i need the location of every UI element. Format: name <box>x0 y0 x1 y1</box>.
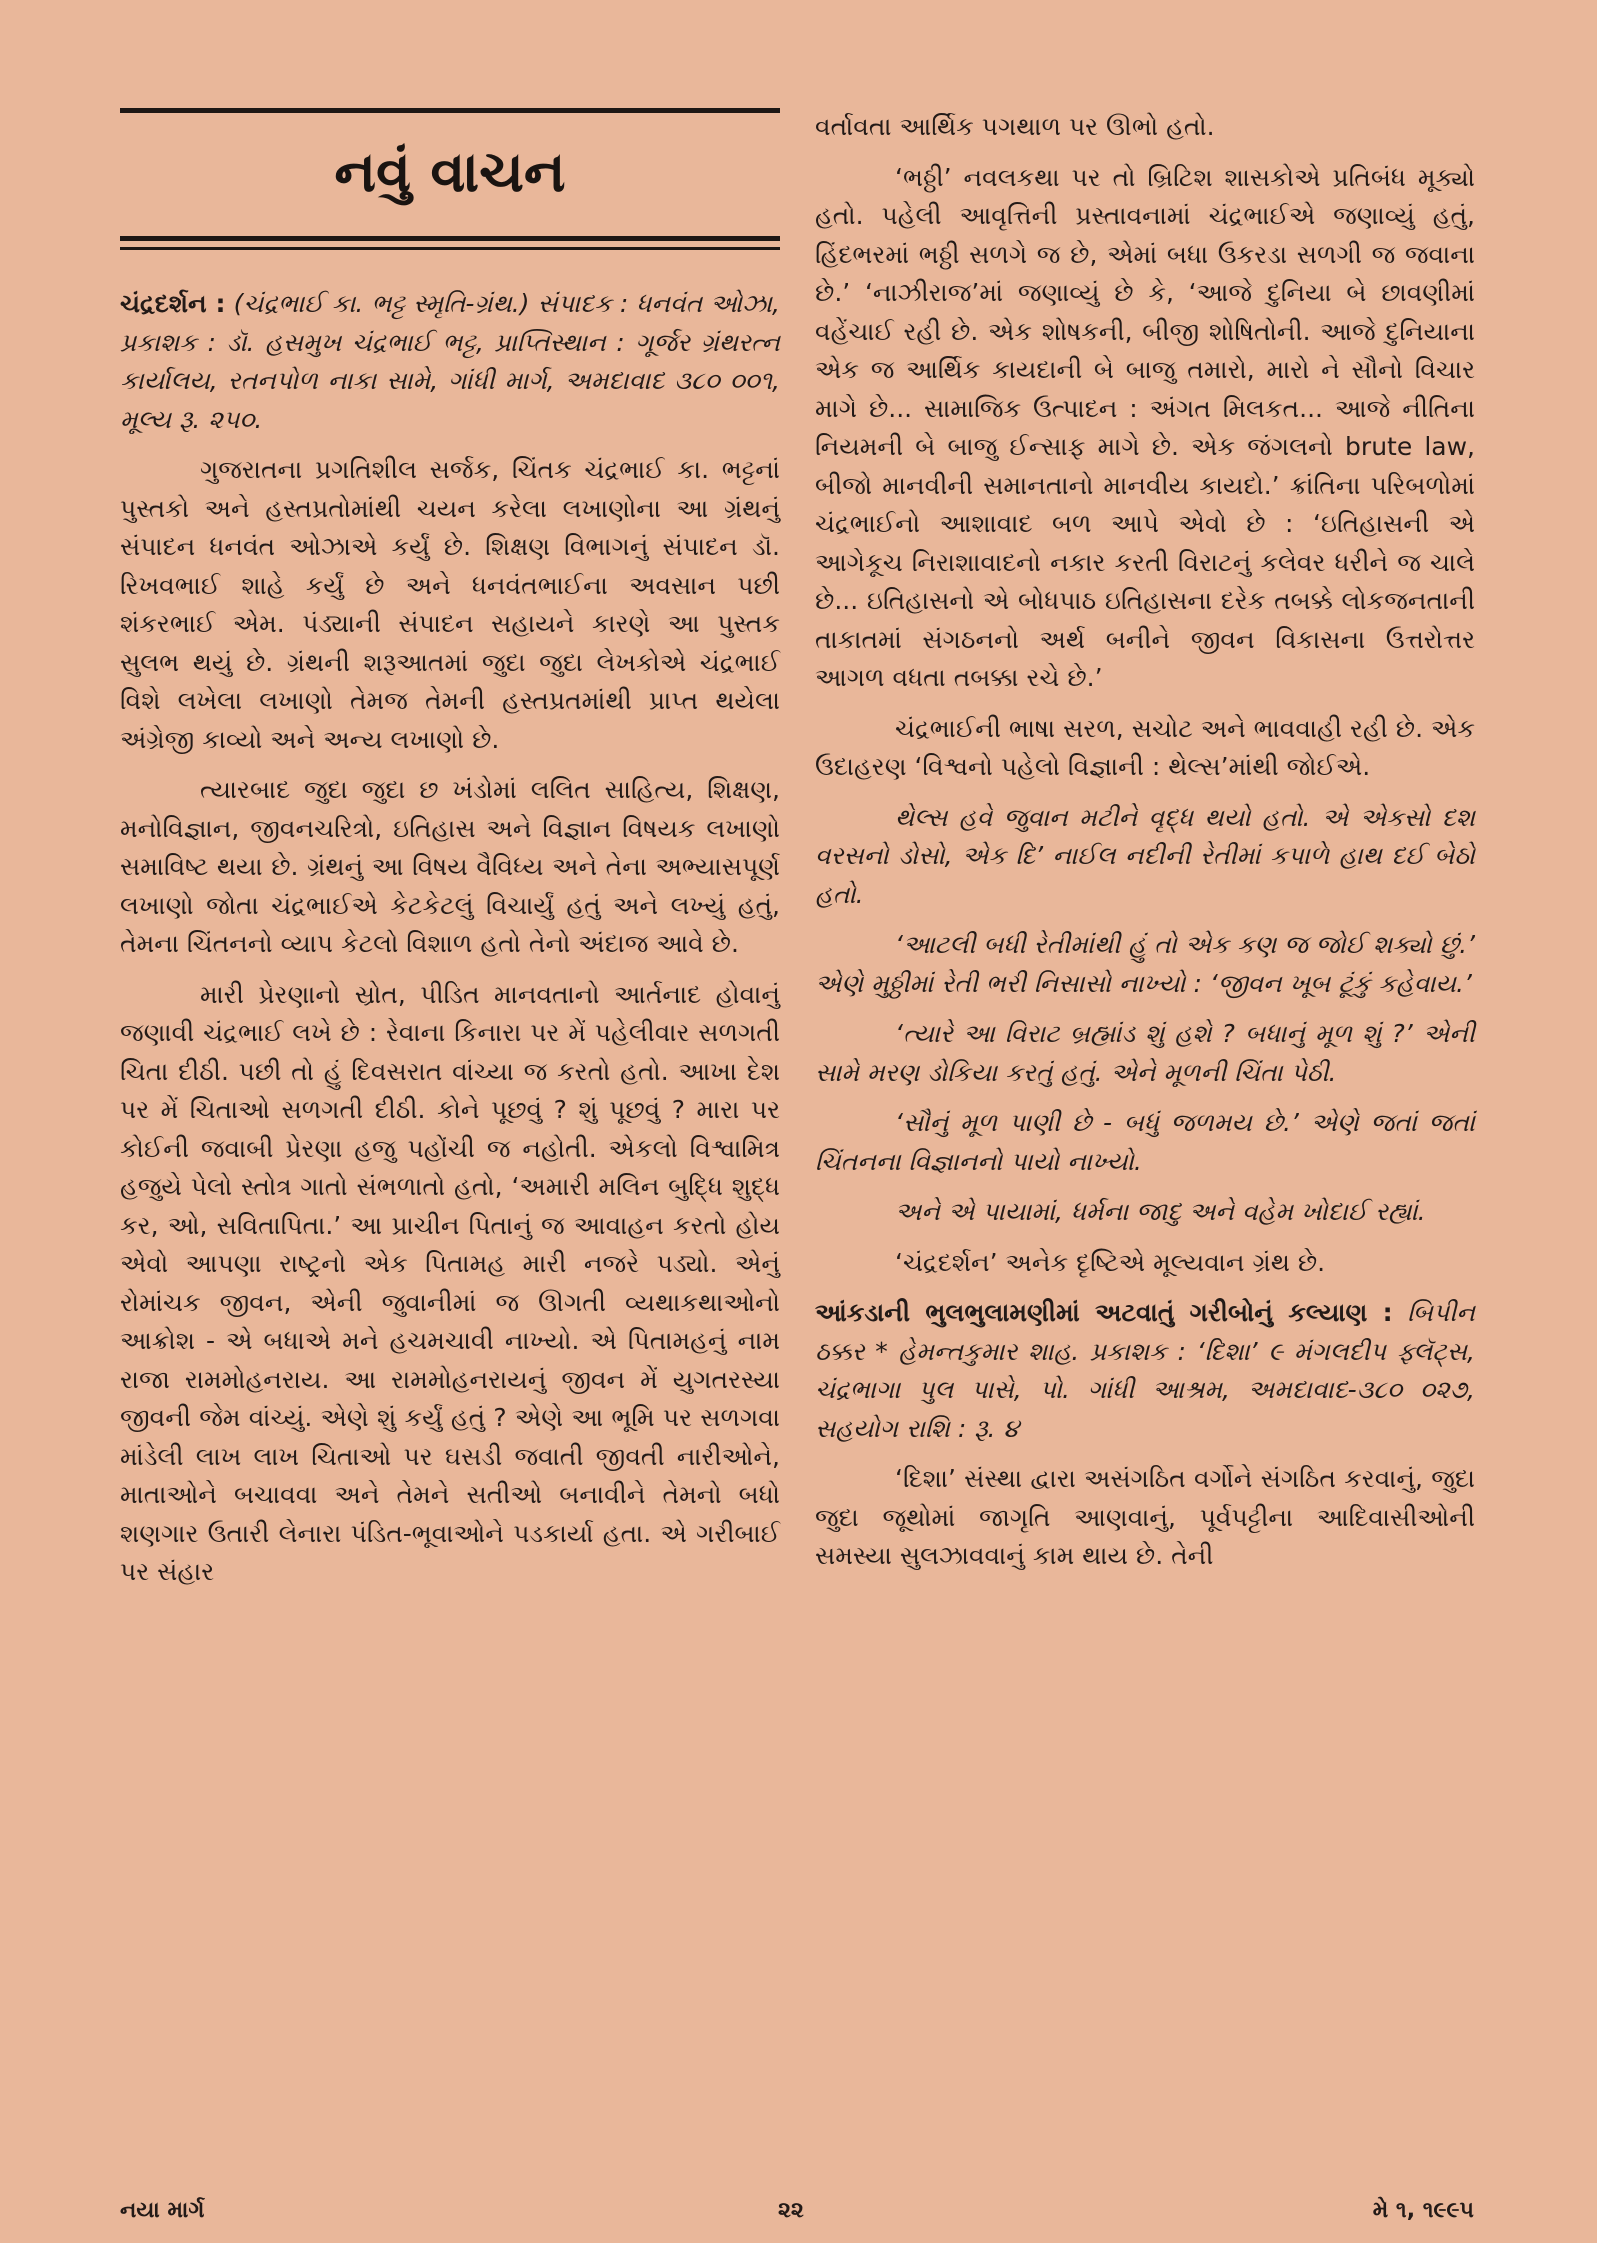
quoted-excerpt: અને એ પાયામાં, ધર્મના જાદુ અને વહેમ ખોદાઈ રહ્યાં. <box>895 1197 1426 1226</box>
section-title: નવું વાચન <box>334 140 566 205</box>
title-rule-upper <box>120 236 780 241</box>
right-column <box>815 108 1475 1588</box>
review-paragraph: ‘દિશા’ સંસ્થા દ્વારા અસંગઠિત વર્ગોને સંગઠિત કરવાનું, જુદા જુદા જૂથોમાં જાગૃતિ આણવાનું, પૂર્વપટ્ટીના આદિવાસીઓની સમસ્યા સુલઝાવવાનું કામ થાય છે. તેની <box>815 1464 1475 1570</box>
book-info-disha <box>815 1294 1475 1448</box>
review-paragraph: ‘ચંદ્રદર્શન’ અનેક દૃષ્ટિએ મૂલ્યવાન ગ્રંથ છે. <box>895 1247 1326 1277</box>
continued-paragraph: વર્તાવતા આર્થિક પગથાળ પર ઊભો હતો. <box>815 112 1215 141</box>
quoted-excerpt: ‘સૌનું મૂળ પાણી છે - બધું જળમય છે.’ એણે જતાં જતાં ચિંતનના વિજ્ઞાનનો પાયો નાખ્યો. <box>815 1108 1475 1176</box>
footer-date: મે ૧, ૧૯૯૫ <box>1372 2198 1474 2223</box>
book-details: (ચંદ્રભાઈ કા. ભટ્ટ સ્મૃતિ-ગ્રંથ.) સંપાદક : ધનવંત ઓઝા, પ્રકાશક : ડૉ. હસમુખ ચંદ્રભાઈ ભટ્ટ, પ્રાપ્તિસ્થાન : ગૂર્જર ગ્રંથરત્ન કાર્યાલય, રતનપોળ નાકા સામે, ગાંધી માર્ગ, અમદાવાદ ૩૮૦ ૦૦૧, મૂલ્ય રૂ. ૨૫૦. <box>120 289 780 434</box>
book-info-chandradarshan <box>120 285 780 439</box>
title-rule-lower <box>120 247 780 250</box>
review-paragraph: ત્યારબાદ જુદા જુદા છ ખંડોમાં લલિત સાહિત્ય, શિક્ષણ, મનોવિજ્ઞાન, જીવનચરિત્રો, ઇતિહાસ અને વિજ્ઞાન વિષયક લખાણો સમાવિષ્ટ થયા છે. ગ્રંથનું આ વિષય વૈવિધ્ય અને તેના અભ્યાસપૂર્ણ લખાણો જોતા ચંદ્રભાઈએ કેટકેટલું વિચાર્યું હતું અને લખ્યું હતું, તેમના ચિંતનનો વ્યાપ કેટલો વિશાળ હતો તેનો અંદાજ આવે છે. <box>120 775 780 958</box>
book-title: આંકડાની ભુલભુલામણીમાં અટવાતું ગરીબોનું કલ્યાણ : <box>815 1298 1393 1327</box>
left-body <box>120 285 780 1604</box>
book-details: બિપીન ઠક્કર * હેમન્તકુમાર શાહ. પ્રકાશક : ‘દિશા’ ૯ મંગલદીપ ફ્લૅટ્સ, ચંદ્રભાગા પુલ પાસે, પો. ગાંધી આશ્રમ, અમદાવાદ-૩૮૦ ૦૨૭, સહયોગ રાશિ : રૂ. ૪ <box>815 1298 1476 1443</box>
review-paragraph: ‘ભઠ્ઠી’ નવલકથા પર તો બ્રિટિશ શાસકોએ પ્રતિબંધ મૂક્યો હતો. પહેલી આવૃત્તિની પ્રસ્તાવનામાં ચંદ્રભાઈએ જણાવ્યું હતું, હિંદભરમાં ભઠ્ઠી સળગે જ છે, એમાં બધા ઉકરડા સળગી જ જવાના છે.’ ‘નાઝીરાજ’માં જણાવ્યું છે કે, ‘આજે દુનિયા બે છાવણીમાં વહેંચાઈ રહી છે. એક શોષકની, બીજી શોષિતોની. આજે દુનિયાના એક જ આર્થિક કાયદાની બે બાજુ તમારો, મારો ને સૌનો વિચાર માગે છે... સામાજિક ઉત્પાદન : અંગત મિલકત... આજે નીતિના નિયમની બે બાજુ ઈન્સાફ માગે છે. એક જંગલનો brute law, બીજો માનવીની સમાનતાનો માનવીય કાયદો.’ ક્રાંતિના પરિબળોમાં ચંદ્રભાઈનો આશાવાદ બળ આપે એવો છે : ‘ઇતિહાસની એ આગેકૂચ નિરાશાવાદનો નકાર કરતી વિરાટનું કલેવર ધરીને જ ચાલે છે... ઇતિહાસનો એ બોધપાઠ ઇતિહાસના દરેક તબક્કે લોકજનતાની તાકાતમાં સંગઠનનો અર્થ બનીને જીવન વિકાસના ઉત્તરોત્તર આગળ વધતા તબક્કા રચે છે.’ <box>815 162 1475 692</box>
review-paragraph: ચંદ્રભાઈની ભાષા સરળ, સચોટ અને ભાવવાહી રહી છે. એક ઉદાહરણ ‘વિશ્વનો પહેલો વિજ્ઞાની : થેલ્સ’માંથી જોઈએ. <box>815 713 1475 781</box>
review-paragraph: મારી પ્રેરણાનો સ્રોત, પીડિત માનવતાનો આર્તનાદ હોવાનું જણાવી ચંદ્રભાઈ લખે છે : રેવાના કિનારા પર મેં પહેલીવાર સળગતી ચિતા દીઠી. પછી તો હું દિવસરાત વાંચ્યા જ કરતો હતો. આખા દેશ પર મેં ચિતાઓ સળગતી દીઠી. કોને પૂછવું ? શું પૂછવું ? મારા પર કોઈની જવાબી પ્રેરણા હજુ પહોંચી જ નહોતી. એકલો વિશ્વામિત્ર હજુયે પેલો સ્તોત્ર ગાતો સંભળાતો હતો, ‘અમારી મલિન બુદ્ધિ શુદ્ધ કર, ઓ, સવિતાપિતા.’ આ પ્રાચીન પિતાનું જ આવાહન કરતો હોય એવો આપણા રાષ્ટ્રનો એક પિતામહ મારી નજરે પડ્યો. એનું રોમાંચક જીવન, એની જુવાનીમાં જ ઊગતી વ્યથાકથાઓનો આક્રોશ - એ બધાએ મને હચમચાવી નાખ્યો. એ પિતામહનું નામ રાજા રામમોહનરાય. આ રામમોહનરાયનું જીવન મેં યુગતરસ્યા જીવની જેમ વાંચ્યું. એણે શું કર્યું હતું ? એણે આ ભૂમિ પર સળગવા માંડેલી લાખ લાખ ચિતાઓ પર ઘસડી જવાતી જીવતી નારીઓને, માતાઓને બચાવવા અને તેમને સતીઓ બનાવીને તેમનો બધો શણગાર ઉતારી લેનારા પંડિત-ભૂવાઓને પડકાર્યા હતા. એ ગરીબાઈ પર સંહાર <box>120 979 780 1586</box>
quoted-excerpt: થેલ્સ હવે જુવાન મટીને વૃદ્ધ થયો હતો. એ એકસો દશ વરસનો ડોસો, એક દિ’ નાઈલ નદીની રેતીમાં કપાળે હાથ દઈ બેઠો હતો. <box>815 802 1475 909</box>
book-title: ચંદ્રદર્શન : <box>120 289 226 318</box>
footer-page-number: ૨૨ <box>778 2198 804 2223</box>
footer-magazine-name: નયા માર્ગ <box>120 2198 205 2223</box>
top-rule <box>120 108 780 113</box>
review-paragraph: ગુજરાતના પ્રગતિશીલ સર્જક, ચિંતક ચંદ્રભાઈ કા. ભટ્ટનાં પુસ્તકો અને હસ્તપ્રતોમાંથી ચયન કરેલા લખાણોના આ ગ્રંથનું સંપાદન ધનવંત ઓઝાએ કર્યું છે. શિક્ષણ વિભાગનું સંપાદન ડૉ. રિખવભાઈ શાહે કર્યું છે અને ધનવંતભાઈના અવસાન પછી શંકરભાઈ એમ. પંડ્યાની સંપાદન સહાયને કારણે આ પુસ્તક સુલભ થયું છે. ગ્રંથની શરૂઆતમાં જુદા જુદા લેખકોએ ચંદ્રભાઈ વિશે લખેલા લખાણો તેમજ તેમની હસ્તપ્રતમાંથી પ્રાપ્ત થયેલા અંગ્રેજી કાવ્યો અને અન્ય લખાણો છે. <box>120 455 780 754</box>
quoted-excerpt: ‘આટલી બધી રેતીમાંથી હું તો એક કણ જ જોઈ શક્યો છું.’ એણે મુઠ્ઠીમાં રેતી ભરી નિસાસો નાખ્યો : ‘જીવન ખૂબ ટૂંકું કહેવાય.’ <box>815 930 1475 998</box>
quoted-excerpt: ‘ત્યારે આ વિરાટ બ્રહ્માંડ શું હશે ? બધાનું મૂળ શું ?’ એની સામે મરણ ડોકિયા કરતું હતું. એને મૂળની ચિંતા પેઠી. <box>815 1019 1475 1087</box>
